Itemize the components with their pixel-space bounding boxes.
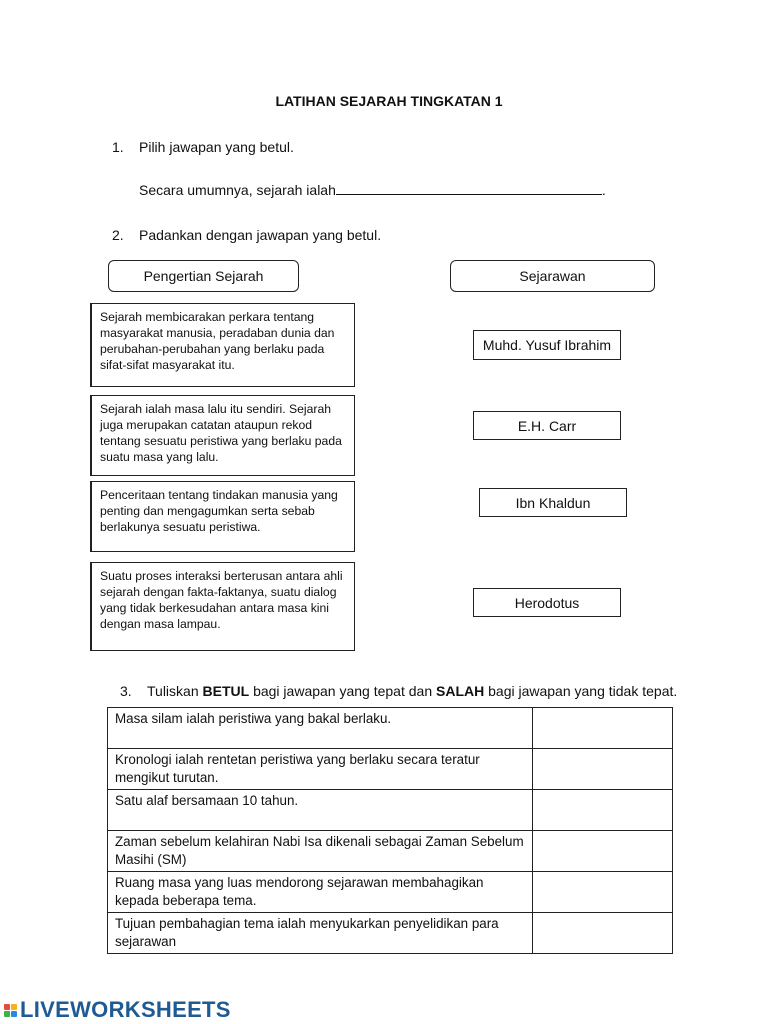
answer-cell-6[interactable] bbox=[533, 913, 673, 954]
question-3-number: 3. bbox=[120, 683, 132, 699]
question-3-text-after: bagi jawapan yang tidak tepat. bbox=[484, 683, 678, 699]
statement-cell-2: Kronologi ialah rentetan peristiwa yang berlaku secara teratur mengikut turutan. bbox=[108, 749, 533, 790]
question-2-instruction bbox=[112, 227, 381, 243]
answer-cell-4[interactable] bbox=[533, 831, 673, 872]
liveworksheets-logo[interactable] bbox=[4, 997, 231, 1023]
table-row bbox=[108, 749, 673, 790]
logo-square-blue bbox=[11, 1011, 17, 1017]
worksheet-title: LATIHAN SEJARAH TINGKATAN 1 bbox=[275, 93, 503, 109]
question-1-prompt-line bbox=[139, 181, 606, 198]
historian-box-2[interactable]: E.H. Carr bbox=[473, 411, 621, 440]
logo-square-green bbox=[4, 1011, 10, 1017]
definition-box-3[interactable]: Penceritaan tentang tindakan manusia yang penting dan mengagumkan serta sebab berlakunya sesuatu peristiwa. bbox=[90, 481, 355, 552]
true-false-table bbox=[107, 707, 673, 954]
statement-cell-1: Masa silam ialah peristiwa yang bakal berlaku. bbox=[108, 708, 533, 749]
table-row bbox=[108, 790, 673, 831]
definitions-header: Pengertian Sejarah bbox=[108, 260, 299, 292]
answer-cell-1[interactable] bbox=[533, 708, 673, 749]
liveworksheets-brand-text: LIVEWORKSHEETS bbox=[20, 997, 231, 1022]
question-1-period: . bbox=[601, 182, 606, 198]
definition-box-4[interactable]: Suatu proses interaksi berterusan antara ahli sejarah dengan fakta-faktanya, suatu dialog yang tidak berkesudahan antara masa kini dengan masa lampau. bbox=[90, 562, 355, 651]
question-3-text-middle: bagi jawapan yang tepat dan bbox=[249, 683, 436, 699]
salah-keyword: SALAH bbox=[436, 683, 485, 699]
table-row bbox=[108, 831, 673, 872]
historian-box-4[interactable]: Herodotus bbox=[473, 588, 621, 617]
question-3-text-before: Tuliskan bbox=[147, 683, 203, 699]
question-3-instruction bbox=[120, 683, 677, 699]
statement-cell-4: Zaman sebelum kelahiran Nabi Isa dikenali sebagai Zaman Sebelum Masihi (SM) bbox=[108, 831, 533, 872]
table-row bbox=[108, 708, 673, 749]
question-1-answer-blank[interactable] bbox=[336, 181, 602, 195]
question-2-text: Padankan dengan jawapan yang betul. bbox=[139, 227, 382, 243]
historians-header: Sejarawan bbox=[450, 260, 655, 292]
question-1-number: 1. bbox=[112, 139, 124, 155]
statement-cell-3: Satu alaf bersamaan 10 tahun. bbox=[108, 790, 533, 831]
question-1-prompt: Secara umumnya, sejarah ialah bbox=[139, 182, 336, 198]
answer-cell-3[interactable] bbox=[533, 790, 673, 831]
statement-cell-6: Tujuan pembahagian tema ialah menyukarkan penyelidikan para sejarawan bbox=[108, 913, 533, 954]
table-row bbox=[108, 913, 673, 954]
question-1-text: Pilih jawapan yang betul. bbox=[139, 139, 294, 155]
historian-box-3[interactable]: Ibn Khaldun bbox=[479, 488, 627, 517]
answer-cell-5[interactable] bbox=[533, 872, 673, 913]
betul-keyword: BETUL bbox=[202, 683, 250, 699]
liveworksheets-logo-icon bbox=[4, 1004, 17, 1017]
logo-square-red bbox=[4, 1004, 10, 1010]
table-row bbox=[108, 872, 673, 913]
logo-square-yellow bbox=[11, 1004, 17, 1010]
question-2-number: 2. bbox=[112, 227, 124, 243]
answer-cell-2[interactable] bbox=[533, 749, 673, 790]
historian-box-1[interactable]: Muhd. Yusuf Ibrahim bbox=[473, 330, 621, 360]
definition-box-1[interactable]: Sejarah membicarakan perkara tentang masyarakat manusia, peradaban dunia dan perubahan-perubahan yang berlaku pada sifat-sifat masyarakat itu. bbox=[90, 303, 355, 387]
question-1-instruction bbox=[112, 139, 294, 155]
definition-box-2[interactable]: Sejarah ialah masa lalu itu sendiri. Sejarah juga merupakan catatan ataupun rekod tentang sesuatu peristiwa yang berlaku pada suatu masa yang lalu. bbox=[90, 395, 355, 476]
statement-cell-5: Ruang masa yang luas mendorong sejarawan membahagikan kepada beberapa tema. bbox=[108, 872, 533, 913]
